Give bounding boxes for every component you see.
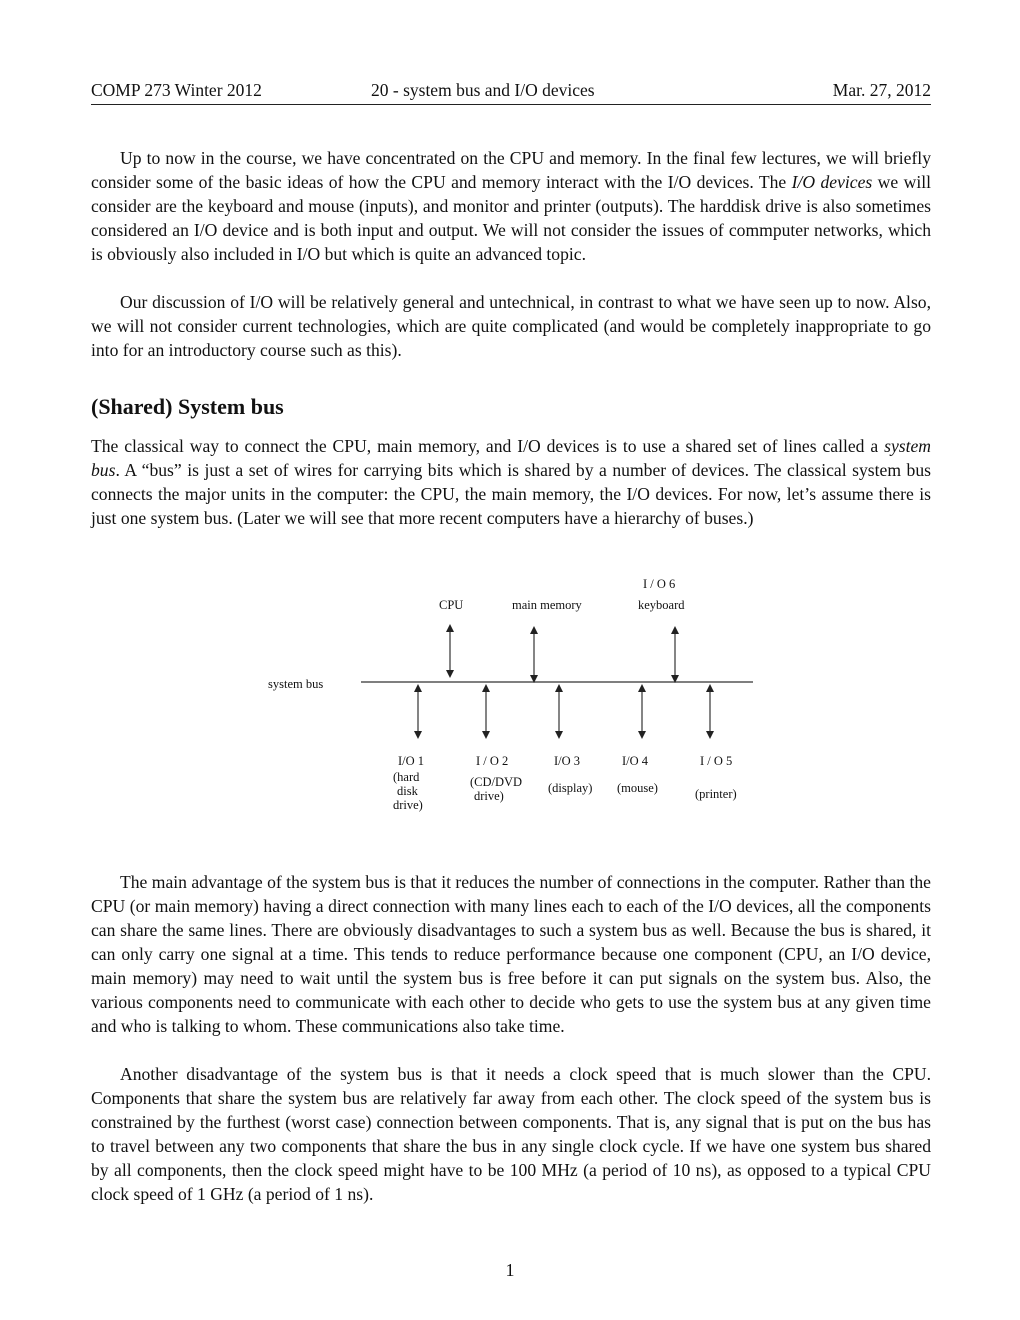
text-run: . A “bus” is just a set of wires for carrying bits which is shared by a number of devices. The classical system bus connects the major units in the computer: the CPU, the main memory, the I/O devices. For now, let’s assume there is just one system bus. (Later we will see that more recent computers have a hierarchy of buses.) (91, 460, 931, 528)
intro-paragraph-1 (91, 146, 931, 266)
io3-id: I/O 3 (554, 754, 581, 768)
desc-line: drive) (474, 789, 504, 803)
io1-id: I/O 1 (398, 754, 425, 768)
body-paragraph-4: Another disadvantage of the system bus is that it needs a clock speed that is much slower than the CPU. Components that share the system bus are relatively far away from each other. The clock speed of the system bus is constrained by the furthest (worst case) connection between components. That is, any signal that is put on the bus has to travel between any two components that share the bus in any single clock cycle. If we have one system bus shared by all components, then the clock speed might have to be 100 MHz (a period of 10 ns), as opposed to a typical CPU clock speed of 1 GHz (a period of 1 ns). (91, 1064, 931, 1204)
section-paragraph-1 (91, 434, 931, 530)
desc-line: (hard (393, 770, 420, 784)
io2-id: I / O 2 (476, 754, 509, 768)
text-run: Up to now in the course, we have concentrated on the CPU and memory. In the final few lectures, we will briefly consider some of the basic ideas of how the CPU and memory interact with the I/O devices. The (91, 148, 931, 192)
io5-id: I / O 5 (700, 754, 733, 768)
main-memory-label: main memory (512, 598, 582, 612)
keyboard-label: keyboard (638, 598, 685, 612)
io1-desc (393, 770, 423, 812)
section-heading: (Shared) System bus (91, 394, 284, 419)
io2-desc (470, 775, 522, 803)
emphasis-io-devices: I/O devices (791, 172, 873, 192)
emphasis-system-bus: system bus (91, 436, 931, 480)
text-run: we will consider are the keyboard and mouse (inputs), and monitor and printer (outputs). The harddisk drive is also sometimes considered an I/O device and is both input and output. We will not consider the issues of commputer networks, which is obviously also included in I/O but which is quite an advanced topic. (91, 172, 931, 264)
text-run: The classical way to connect the CPU, main memory, and I/O devices is to use a shared set of lines called a (91, 436, 885, 456)
io3-desc: (display) (548, 781, 593, 795)
cpu-label: CPU (439, 598, 464, 612)
io5-desc: (printer) (695, 787, 737, 801)
io6-id: I / O 6 (643, 577, 676, 591)
bus-label: system bus (268, 677, 324, 691)
page-header (91, 78, 931, 105)
desc-line: (CD/DVD (470, 775, 523, 789)
io4-desc: (mouse) (617, 781, 658, 795)
desc-line: drive) (393, 798, 423, 812)
course-title: COMP 273 Winter 2012 (91, 80, 262, 100)
lecture-date: Mar. 27, 2012 (832, 80, 931, 100)
page-number: 1 (505, 1260, 515, 1280)
desc-line: disk (397, 784, 418, 798)
intro-paragraph-2: Our discussion of I/O will be relatively general and untechnical, in contrast to what we have seen up to now. Also, we will not consider current technologies, which are quite complicated (and would be completely inappropriate to go into for an introductory course such as this). (91, 292, 931, 360)
body-paragraph-3: The main advantage of the system bus is that it reduces the number of connections in the computer. Rather than the CPU (or main memory) having a direct connection with many lines each to each of the I/O devices, all the components can share the same lines. There are obviously disadvantages to such a system bus as well. Because the bus is shared, it can only carry one signal at a time. This tends to reduce performance because one component (CPU, an I/O device, main memory) may need to wait until the system bus is free before it can put signals on the system bus. Also, the various components need to communicate with each other to decide who gets to use the system bus at any given time and who is talking to whom. These communications also take time. (91, 872, 931, 1036)
io4-id: I/O 4 (622, 754, 649, 768)
lecture-title: 20 - system bus and I/O devices (371, 80, 595, 100)
